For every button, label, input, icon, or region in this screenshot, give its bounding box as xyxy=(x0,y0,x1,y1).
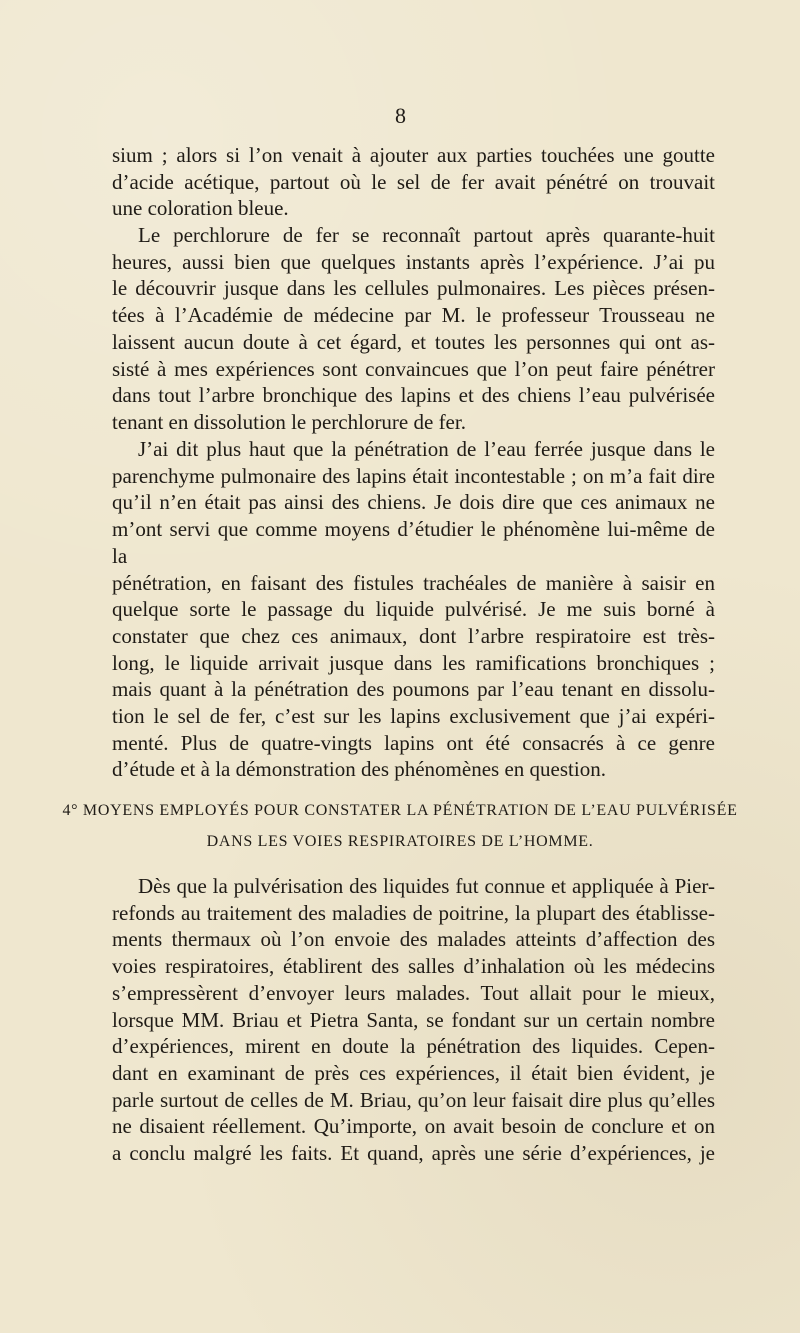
text-line: constater que chez ces animaux, dont l’arbre respiratoire est très- xyxy=(112,623,715,648)
text-line: tées à l’Académie de médecine par M. le professeur Trousseau ne xyxy=(112,303,715,328)
text-line: parle surtout de celles de M. Briau, qu’on leur faisait dire plus qu’elles xyxy=(112,1087,715,1112)
text-line: quelque sorte le passage du liquide pulvérisé. Je me suis borné à xyxy=(112,597,715,622)
text-line: menté. Plus de quatre-vingts lapins ont été consacrés à ce genre xyxy=(112,730,715,755)
text-line: a conclu malgré les faits. Et quand, après une série d’expériences, je xyxy=(112,1141,715,1166)
text-line: sium ; alors si l’on venait à ajouter aux parties touchées une goutte xyxy=(112,143,715,167)
text-line: d’expériences, mirent en doute la pénétration des liquides. Cepen- xyxy=(112,1034,715,1059)
text-line: une coloration bleue. xyxy=(112,196,289,221)
text-line: parenchyme pulmonaire des lapins était incontestable ; on m’a fait dire xyxy=(112,463,715,488)
paragraph-2 xyxy=(112,222,715,436)
text-line: tenant en dissolution le perchlorure de fer. xyxy=(112,409,466,434)
section-heading-line-2: DANS LES VOIES RESPIRATOIRES DE L’HOMME. xyxy=(206,833,594,850)
paragraph-1 xyxy=(112,142,715,222)
text-line: dans tout l’arbre bronchique des lapins et des chiens l’eau pulvérisée xyxy=(112,383,715,408)
text-line: d’acide acétique, partout où le sel de fer avait pénétré on trouvait xyxy=(112,169,715,194)
text-line: laissent aucun doute à cet égard, et toutes les personnes qui ont as- xyxy=(112,329,715,354)
text-line: ments thermaux où l’on envoie des malades atteints d’affection des xyxy=(112,927,715,952)
text-line: dant en examinant de près ces expériences, il était bien évident, je xyxy=(112,1060,715,1085)
page-number: 8 xyxy=(395,103,407,128)
text-line: ne disaient réellement. Qu’importe, on avait besoin de conclure et on xyxy=(112,1114,715,1139)
text-line: pénétration, en faisant des fistules trachéales de manière à saisir en xyxy=(112,570,715,595)
paragraph-3 xyxy=(112,436,715,783)
text-line: mais quant à la pénétration des poumons par l’eau tenant en dissolu- xyxy=(112,677,715,702)
text-line: le découvrir jusque dans les cellules pulmonaires. Les pièces présen- xyxy=(112,276,715,301)
text-line: tion le sel de fer, c’est sur les lapins exclusivement que j’ai expéri- xyxy=(112,704,715,729)
text-line: m’ont servi que comme moyens d’étudier le phénomène lui-même de la xyxy=(112,517,715,568)
paragraph-4 xyxy=(112,873,715,1167)
text-line: heures, aussi bien que quelques instants après l’expérience. J’ai pu xyxy=(112,249,715,274)
text-line: s’empressèrent d’envoyer leurs malades. Tout allait pour le mieux, xyxy=(112,980,715,1005)
text-line: Dès que la pulvérisation des liquides fut connue et appliquée à Pier- xyxy=(138,874,715,898)
text-line: sisté à mes expériences sont convaincues que l’on peut faire pénétrer xyxy=(112,356,715,381)
text-line: voies respiratoires, établirent des salles d’inhalation où les médecins xyxy=(112,954,715,979)
text-line: long, le liquide arrivait jusque dans les ramifications bronchiques ; xyxy=(112,650,715,675)
text-line: d’étude et à la démonstration des phénomènes en question. xyxy=(112,757,606,782)
text-line: refonds au traitement des maladies de poitrine, la plupart des établisse- xyxy=(112,900,715,925)
text-line: J’ai dit plus haut que la pénétration de l’eau ferrée jusque dans le xyxy=(138,437,715,461)
text-line: qu’il n’en était pas ainsi des chiens. Je dois dire que ces animaux ne xyxy=(112,490,715,515)
text-line: lorsque MM. Briau et Pietra Santa, se fondant sur un certain nombre xyxy=(112,1007,715,1032)
text-line: Le perchlorure de fer se reconnaît partout après quarante-huit xyxy=(138,223,715,247)
section-heading-line-1: 4° MOYENS EMPLOYÉS POUR CONSTATER LA PÉNÉTRATION DE L’EAU PULVÉRISÉE xyxy=(62,802,738,819)
